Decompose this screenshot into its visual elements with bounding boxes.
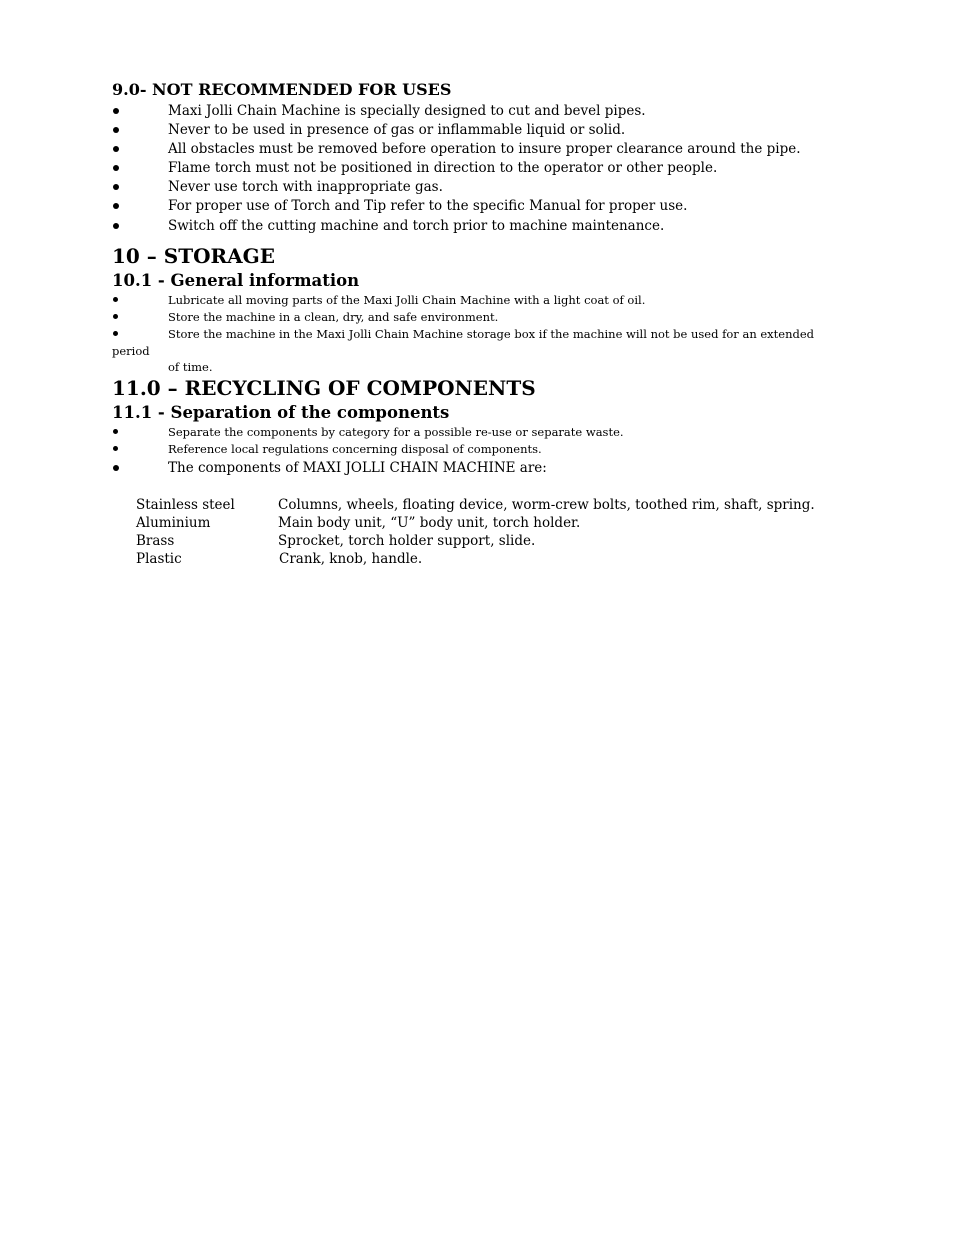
material-name: Brass [136, 533, 175, 549]
bullet-icon [113, 223, 119, 229]
continuation-text: of time. [168, 360, 213, 374]
material-name: Plastic [136, 551, 182, 567]
section-10-1-subheading: 10.1 - General information [112, 271, 360, 290]
list-item-text: All obstacles must be removed before operation to insure proper clearance around the pipe. [168, 141, 801, 157]
material-name: Aluminium [136, 515, 211, 531]
section-9-heading: 9.0- NOT RECOMMENDED FOR USES [112, 80, 452, 99]
material-description: Crank, knob, handle. [279, 551, 423, 567]
material-description: Columns, wheels, floating device, worm-crew bolts, toothed rim, shaft, spring. [278, 497, 815, 513]
list-item-text: Switch off the cutting machine and torch prior to machine maintenance. [168, 218, 665, 234]
list-item-text: Lubricate all moving parts of the Maxi Jolli Chain Machine with a light coat of oil. [168, 293, 646, 307]
bullet-icon [113, 429, 118, 434]
bullet-icon [113, 184, 119, 190]
list-item-text: Flame torch must not be positioned in direction to the operator or other people. [168, 160, 718, 176]
list-item-text: For proper use of Torch and Tip refer to the specific Manual for proper use. [168, 198, 688, 214]
list-item-text: Store the machine in a clean, dry, and safe environment. [168, 310, 499, 324]
bullet-icon [113, 203, 119, 209]
bullet-icon [113, 297, 118, 302]
section-11-heading: 11.0 – RECYCLING OF COMPONENTS [112, 376, 536, 400]
bullet-icon [113, 331, 118, 336]
list-item-text: Never use torch with inappropriate gas. [168, 179, 443, 195]
wrapped-text: period [112, 344, 150, 358]
list-item-text: The components of MAXI JOLLI CHAIN MACHINE are: [168, 460, 547, 476]
list-item-text: Separate the components by category for a possible re-use or separate waste. [168, 425, 624, 439]
material-description: Main body unit, “U” body unit, torch holder. [278, 515, 581, 531]
section-10-heading: 10 – STORAGE [112, 244, 275, 268]
list-item-text: Never to be used in presence of gas or inflammable liquid or solid. [168, 122, 626, 138]
list-item-text: Maxi Jolli Chain Machine is specially designed to cut and bevel pipes. [168, 103, 646, 119]
bullet-icon [113, 314, 118, 319]
bullet-icon [113, 127, 119, 133]
list-item-text: Reference local regulations concerning disposal of components. [168, 442, 542, 456]
bullet-icon [113, 446, 118, 451]
section-11-1-subheading: 11.1 - Separation of the components [112, 403, 450, 422]
list-item-text: Store the machine in the Maxi Jolli Chain Machine storage box if the machine will not be used for an extended [168, 327, 815, 341]
bullet-icon [113, 165, 119, 171]
bullet-icon [113, 146, 119, 152]
material-description: Sprocket, torch holder support, slide. [278, 533, 536, 549]
bullet-icon [113, 465, 119, 471]
material-name: Stainless steel [136, 497, 235, 513]
bullet-icon [113, 108, 119, 114]
